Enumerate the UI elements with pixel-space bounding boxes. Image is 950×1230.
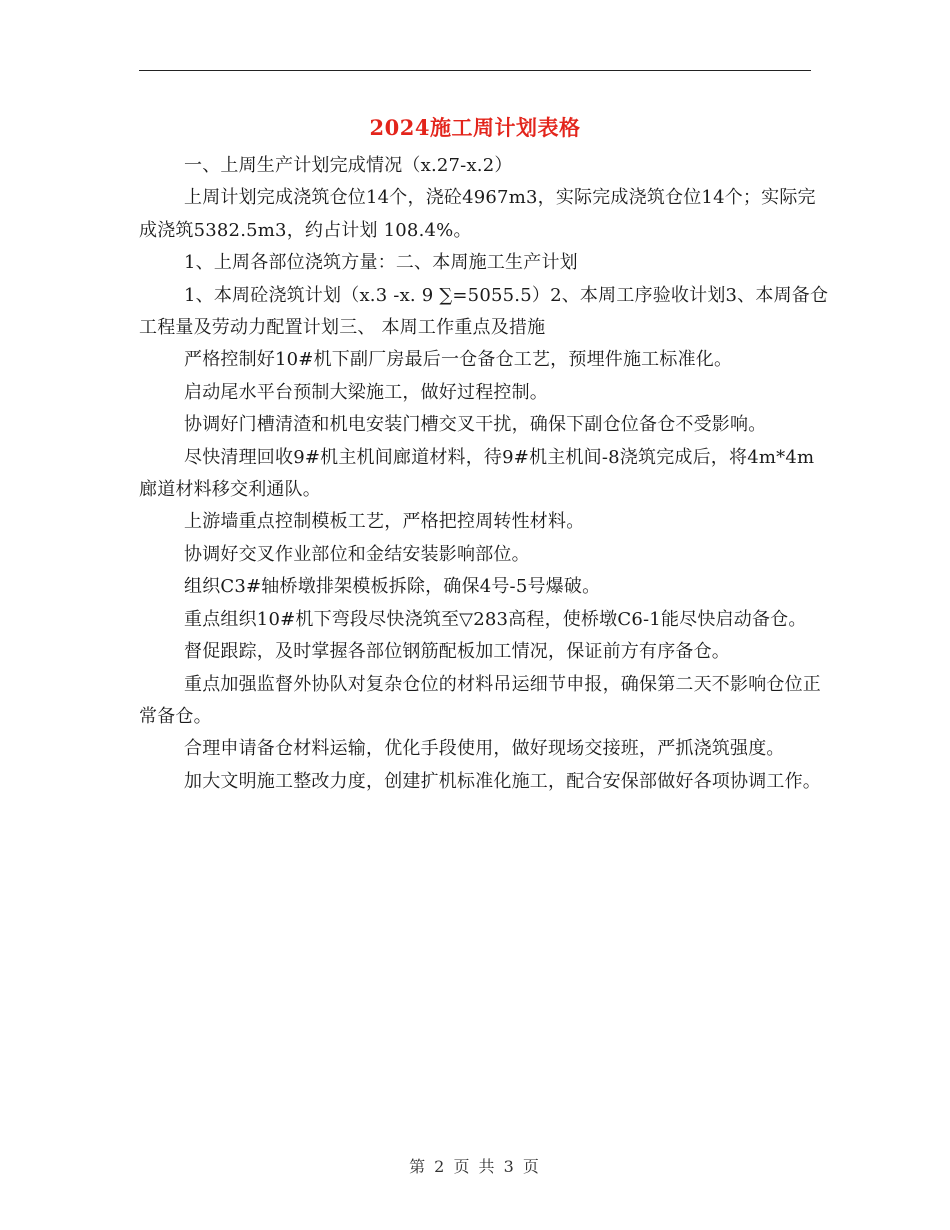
list-item: 尽快清理回收9#机主机间廊道材料，待9#机主机间-8浇筑完成后，将4m*4m廊道材料移交利通队。 [139,446,815,501]
list-item: 协调好门槽清渣和机电安装门槽交叉干扰，确保下副仓位备仓不受影响。 [184,414,767,436]
document-body [139,150,829,798]
paragraph-last-week-summary: 上周计划完成浇筑仓位14个，浇砼4967m3，实际完成浇筑仓位14个；实际完成浇筑5382.5m3，约占计划 108.4%。 [139,187,816,241]
page-number-footer: 第 2 页 共 3 页 [409,1157,541,1176]
list-item: 重点组织10#机下弯段尽快浇筑至▽283高程，使桥墩C6-1能尽快启动备仓。 [184,608,807,630]
list-item: 督促跟踪，及时掌握各部位钢筋配板加工情况，保证前方有序备仓。 [184,641,730,663]
list-item: 重点加强监督外协队对复杂仓位的材料吊运细节申报，确保第二天不影响仓位正常备仓。 [139,673,821,727]
list-item: 启动尾水平台预制大梁施工，做好过程控制。 [184,381,548,403]
paragraph-last-week-heading: 一、上周生产计划完成情况（x.27-x.2） [184,155,513,176]
list-item: 上游墙重点控制模板工艺，严格把控周转性材料。 [184,511,585,533]
paragraph-this-week-plan: 1、本周砼浇筑计划（x.3 -x. 9 ∑=5055.5）2、本周工序验收计划3、本周备仓工程量及劳动力配置计划三、 本周工作重点及措施 [139,284,829,339]
list-item: 严格控制好10#机下副厂房最后一仓备仓工艺，预埋件施工标准化。 [184,349,733,371]
list-item: 合理申请备仓材料运输，优化手段使用，做好现场交接班，严抓浇筑强度。 [184,738,785,760]
list-item: 组织C3#轴桥墩排架模板拆除，确保4号-5号爆破。 [184,576,601,598]
list-item: 加大文明施工整改力度，创建扩机标准化施工，配合安保部做好各项协调工作。 [184,770,821,792]
paragraph-pouring-volume: 1、上周各部位浇筑方量：二、本周施工生产计划 [184,252,578,274]
header-rule [139,70,811,71]
document-title: 2024施工周计划表格 [369,115,581,140]
list-item: 协调好交叉作业部位和金结安装影响部位。 [184,543,530,565]
